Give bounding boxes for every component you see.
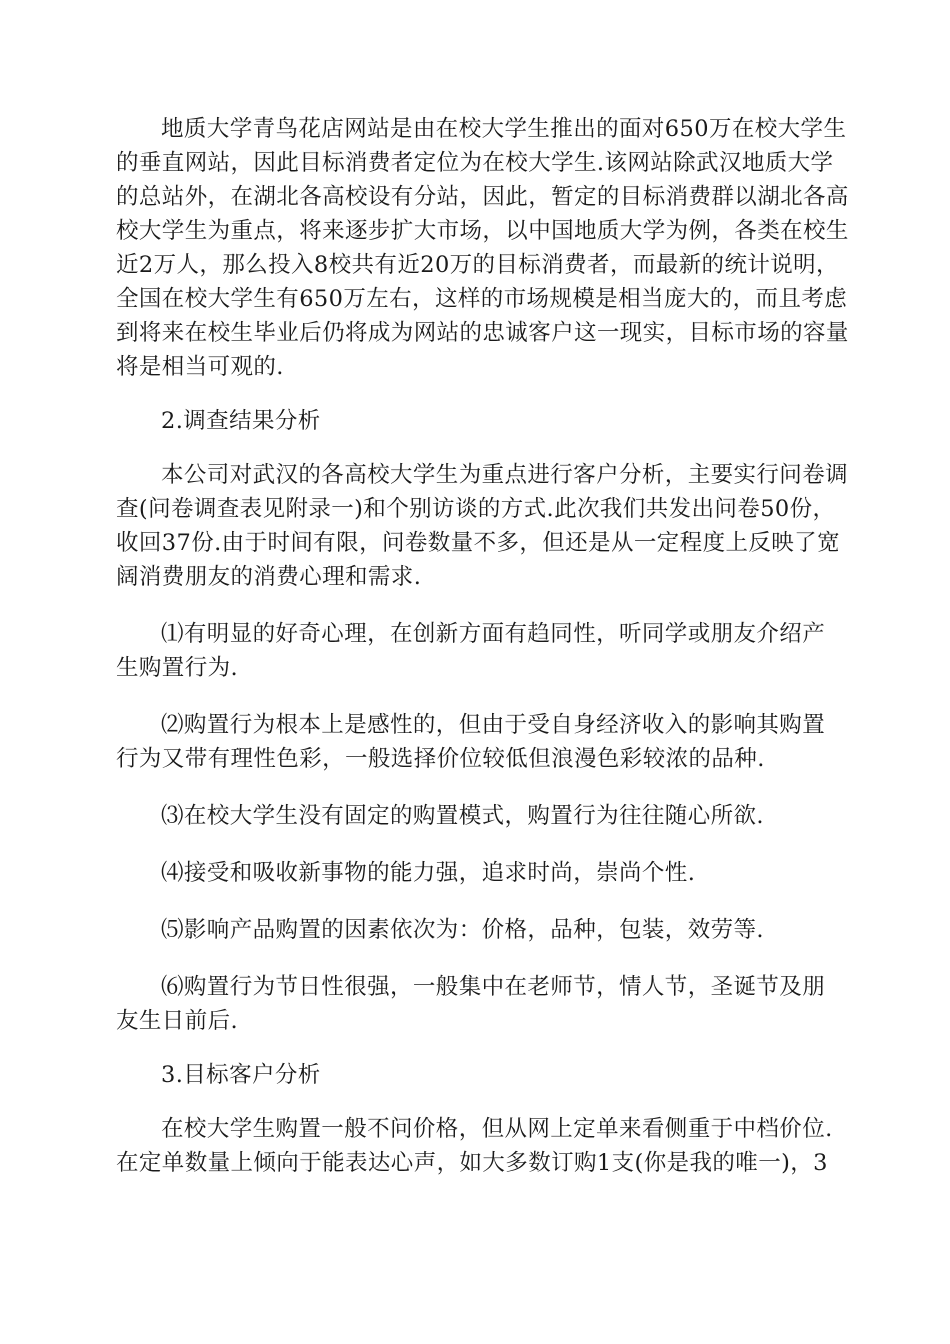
paragraph-target-customer xyxy=(116,1112,834,1180)
paragraph-market-intro xyxy=(116,112,849,384)
text-line: 在校大学生购置一般不问价格，但从网上定单来看侧重于中档价位. xyxy=(161,1116,833,1142)
text-line: ⑷接受和吸收新事物的能力强，追求时尚，崇尚个性. xyxy=(161,860,696,886)
list-item-3 xyxy=(116,799,834,833)
text-line: 行为又带有理性色彩，一般选择价位较低但浪漫色彩较浓的品种. xyxy=(116,746,765,772)
list-item-1 xyxy=(116,617,834,685)
text-line: 收回37份.由于时间有限，问卷数量不多，但还是从一定程度上反映了宽 xyxy=(116,530,840,556)
text-line: 校大学生为重点，将来逐步扩大市场，以中国地质大学为例，各类在校生 xyxy=(116,218,849,244)
list-item-5 xyxy=(116,913,834,947)
paragraph-survey-method xyxy=(116,458,849,594)
list-item-2 xyxy=(116,708,834,776)
list-item-4 xyxy=(116,856,834,890)
text-line: 生购置行为. xyxy=(116,655,239,681)
text-line: ⑶在校大学生没有固定的购置模式，购置行为往往随心所欲. xyxy=(161,803,764,829)
text-line: 查(问卷调查表见附录一)和个别访谈的方式.此次我们共发出问卷50份， xyxy=(116,496,836,522)
section-heading-target-customer: 3.目标客户分析 xyxy=(161,1062,321,1088)
text-line: 本公司对武汉的各高校大学生为重点进行客户分析，主要实行问卷调 xyxy=(161,462,849,488)
text-line: 的总站外，在湖北各高校设有分站，因此，暂定的目标消费群以湖北各高 xyxy=(116,184,849,210)
text-line: 将是相当可观的. xyxy=(116,354,284,380)
text-line: 地质大学青鸟花店网站是由在校大学生推出的面对650万在校大学生 xyxy=(161,116,847,142)
text-line: 的垂直网站，因此目标消费者定位为在校大学生.该网站除武汉地质大学 xyxy=(116,150,834,176)
text-line: ⑴有明显的好奇心理，在创新方面有趋同性，听同学或朋友介绍产 xyxy=(161,621,826,647)
document-page xyxy=(116,112,849,1180)
text-line: ⑹购置行为节日性很强，一般集中在老师节，情人节，圣诞节及朋 xyxy=(161,974,826,1000)
text-line: 近2万人，那么投入8校共有近20万的目标消费者，而最新的统计说明， xyxy=(116,252,839,278)
text-line: ⑸影响产品购置的因素依次为：价格，品种，包装，效劳等. xyxy=(161,917,764,943)
text-line: 到将来在校生毕业后仍将成为网站的忠诚客户这一现实，目标市场的容量 xyxy=(116,320,849,346)
text-line: 友生日前后. xyxy=(116,1008,239,1034)
list-item-6 xyxy=(116,970,834,1038)
text-line: 阔消费朋友的消费心理和需求. xyxy=(116,564,422,590)
section-heading-survey-analysis: 2.调查结果分析 xyxy=(161,408,321,434)
text-line: ⑵购置行为根本上是感性的，但由于受自身经济收入的影响其购置 xyxy=(161,712,826,738)
text-line: 在定单数量上倾向于能表达心声，如大多数订购1支(你是我的唯一)，3 xyxy=(116,1150,828,1176)
text-line: 全国在校大学生有650万左右，这样的市场规模是相当庞大的，而且考虑 xyxy=(116,286,848,312)
